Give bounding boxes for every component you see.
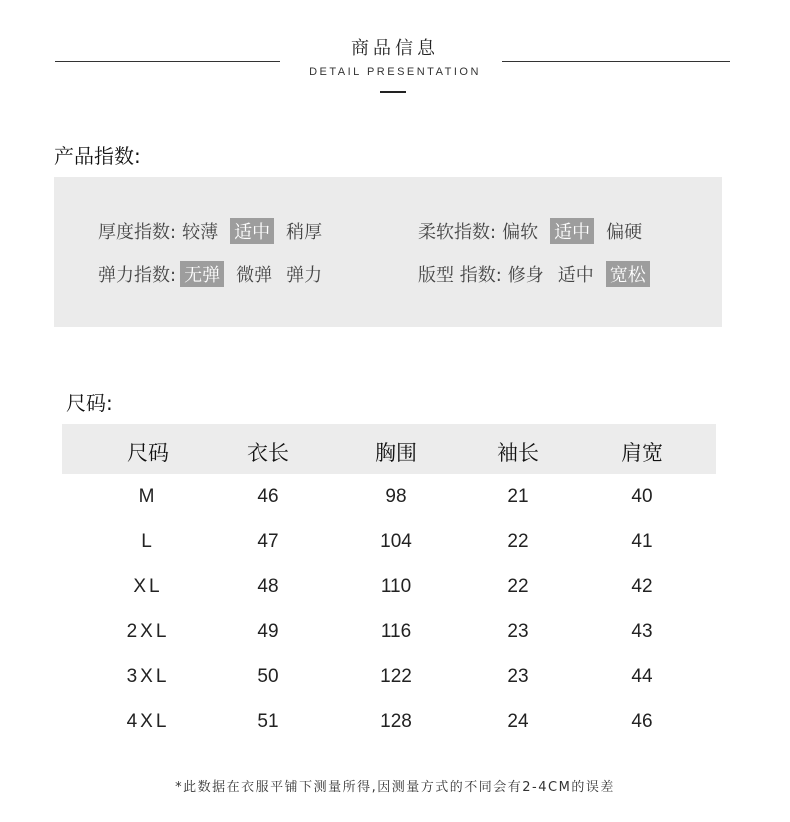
cell-length: 46 [257,486,279,507]
cell-size: 4XL [126,711,170,732]
index-option: 微弹 [236,265,273,286]
column-header-length: 衣长 [247,441,289,465]
index-option: 宽松 [606,261,650,287]
cell-size: M [138,486,158,507]
cell-sleeve: 21 [507,486,529,507]
cell-sleeve: 23 [507,621,529,642]
index-option: 适中 [557,265,594,286]
cell-length: 49 [257,621,279,642]
index-row-softness [418,218,654,244]
table-row [62,519,716,564]
index-option: 较薄 [182,222,219,243]
index-option: 修身 [507,265,544,286]
cell-chest: 116 [380,621,412,642]
cell-chest: 98 [385,486,407,507]
header-title: 商品信息 [351,38,439,59]
cell-chest: 122 [380,666,412,687]
cell-length: 47 [257,531,279,552]
cell-sleeve: 24 [507,711,529,732]
index-option: 适中 [230,218,274,244]
cell-sleeve: 23 [507,666,529,687]
index-row-label: 版型 指数: [418,265,502,286]
cell-sleeve: 22 [507,576,529,597]
header-line-right [502,61,730,62]
table-row [62,474,716,519]
cell-length: 51 [257,711,279,732]
index-row-label: 厚度指数: [98,222,177,243]
index-option: 稍厚 [286,222,323,243]
cell-shoulder: 44 [631,666,653,687]
index-row-thickness [98,218,334,244]
index-row-elasticity [98,261,334,287]
cell-shoulder: 46 [631,711,653,732]
table-row [62,699,716,744]
table-row [62,654,716,699]
index-section-label: 产品指数: [54,144,141,168]
cell-shoulder: 41 [631,531,653,552]
column-header-size: 尺码 [127,441,169,465]
index-option: 偏软 [502,222,539,243]
index-row-label: 柔软指数: [418,222,497,243]
cell-chest: 110 [380,576,412,597]
index-option: 适中 [550,218,594,244]
measurement-footnote: *此数据在衣服平铺下测量所得,因测量方式的不同会有2-4CM的误差 [175,780,615,795]
size-table-header [62,424,716,474]
index-option: 弹力 [286,265,323,286]
cell-length: 48 [257,576,279,597]
cell-shoulder: 40 [631,486,653,507]
cell-chest: 104 [380,531,412,552]
column-header-chest: 胸围 [375,441,417,465]
cell-size: 2XL [126,621,170,642]
index-option: 无弹 [180,261,224,287]
cell-size: L [141,531,155,552]
cell-shoulder: 43 [631,621,653,642]
index-row-label: 弹力指数: [98,265,177,286]
size-section-label: 尺码: [66,391,113,415]
header-line-left [55,61,280,62]
index-row-fit [418,261,660,287]
header-subtitle: DETAIL PRESENTATION [309,66,481,78]
table-row [62,564,716,609]
cell-size: XL [133,576,163,597]
column-header-sleeve: 袖长 [497,441,539,465]
size-table [62,424,716,744]
cell-chest: 128 [380,711,412,732]
cell-sleeve: 22 [507,531,529,552]
index-option: 偏硬 [606,222,643,243]
header-dash [380,91,406,93]
column-header-shoulder: 肩宽 [621,441,663,465]
index-panel [54,177,722,327]
cell-size: 3XL [126,666,170,687]
table-row [62,609,716,654]
cell-shoulder: 42 [631,576,653,597]
cell-length: 50 [257,666,279,687]
